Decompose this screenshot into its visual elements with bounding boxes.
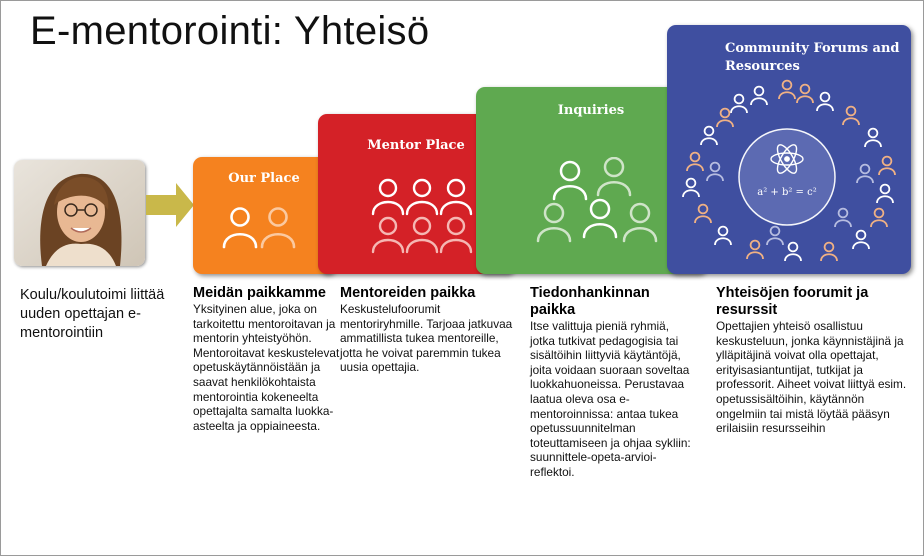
column-heading: Tiedonhankinnan paikka — [530, 285, 650, 318]
mentor-place-title: Mentor Place — [367, 138, 465, 153]
page-title: E-mentorointi: Yhteisö — [30, 9, 430, 53]
community-title: Community Forums and Resources — [725, 41, 900, 74]
formula: a² + b² = c² — [757, 187, 817, 198]
person-icon — [534, 157, 658, 253]
column-mentor-place — [340, 285, 518, 375]
column-heading: Mentoreiden paikka — [340, 285, 476, 301]
column-body: Keskustelufoorumit mentoriryhmille. Tarjoaa jatkuvaa ammatillista tukea mentoreille, jotta he voivat paremmin tukea uusia opettajia. — [340, 302, 513, 375]
column-heading: Meidän paikkamme — [193, 285, 326, 301]
teacher-photo — [14, 160, 145, 266]
column-community — [716, 285, 914, 436]
our-place-box — [193, 157, 335, 274]
column-our-place — [193, 285, 341, 433]
inquiries-title: Inquiries — [557, 103, 625, 118]
person-icon — [370, 176, 474, 256]
community-illustration — [675, 77, 903, 269]
person-icon — [220, 205, 304, 251]
intro-text: Koulu/koulutoimi liittää uuden opettajan e-mentorointiin — [20, 287, 165, 341]
column-inquiries — [530, 285, 695, 480]
column-body: Opettajien yhteisö osallistuu keskusteluun, jonka käynnistäjinä ja ylläpitäjinä voivat olla opettajat, erityisasiantuntijat, tutkijat ja professorit. Aiheet voivat liittyä esim. opetussisältöihin, käytännön ongelmiin tai mistä löytää pääsyn erilaisiin resursseihin — [716, 319, 907, 436]
community-box — [667, 25, 911, 274]
our-place-title: Our Place — [228, 171, 300, 186]
column-body: Itse valittuja pieniä ryhmiä, jotka tutkivat pedagogisia tai sisältöihin liittyviä käytäntöjä, joita voidaan suoraan soveltaa luokkahuoneissa. Perustavaa laatua oleva osa e-mentoroinnissa: antaa tukea opetussuunnitelman toteuttamiseen ja ohjaa sykliin: suunnittele-opeta-arvioi-reflektoi. — [530, 319, 691, 479]
column-heading: Yhteisöjen foorumit ja resurssit — [716, 285, 869, 318]
column-body: Yksityinen alue, joka on tarkoitettu mentoroitavan ja mentorin yhteistyöhön. Mentoroitavat keskustelevat opetuskäytännöistään ja saavat henkilökohtaista mentorointia kokeneelta opettajalta samalta luokka-asteelta ja oppiaineesta. — [193, 302, 340, 433]
arrow-right-icon — [146, 183, 194, 227]
